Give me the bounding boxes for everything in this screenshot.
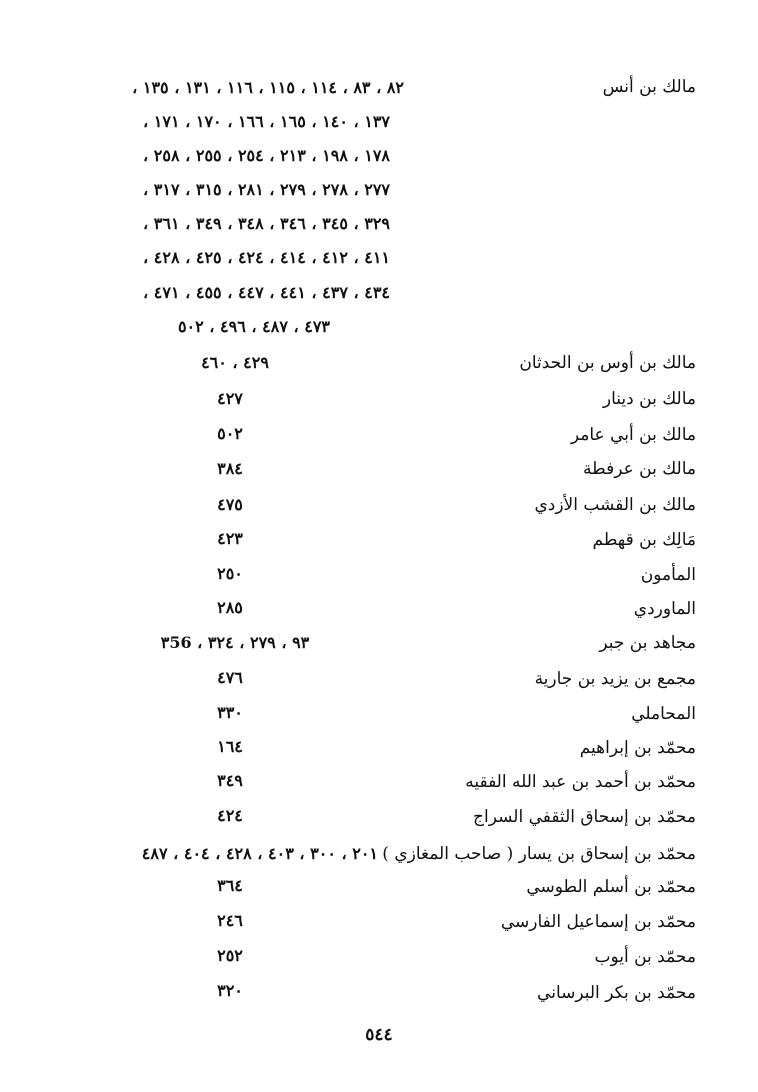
index-entry-pages: ٢٠١ ، ٣٠٠ ، ٤٠٣ ، ٤٢٨ ، ٤٠٤ ، ٤٨٧ — [141, 844, 378, 863]
page-number: ٥٤٤ — [365, 1025, 393, 1045]
index-entry-pages: ١٦٤ — [217, 737, 243, 756]
index-entry-pages-line: ٢٧٧ ، ٢٧٨ ، ٢٧٩ ، ٢٨١ ، ٣١٥ ، ٣١٧ ، — [143, 180, 390, 199]
index-entry-name: محمّد بن إسماعيل الفارسي — [500, 912, 696, 932]
index-entry-name: مالك بن أنس — [602, 77, 696, 97]
index-entry-name: مالك بن دينار — [602, 389, 696, 409]
index-entry-pages-line: ١٧٨ ، ١٩٨ ، ٢١٣ ، ٢٥٤ ، ٢٥٥ ، ٢٥٨ ، — [143, 146, 390, 165]
index-entry-pages: ٤٢٩ ، ٤٦٠ — [201, 353, 269, 372]
index-entry-pages: ٣٨٤ — [217, 459, 243, 478]
index-entry-name: محمّد بن أيوب — [594, 947, 696, 967]
index-entry-pages: ٢٥٠ — [217, 564, 243, 583]
index-entry-name: محمّد بن إسحاق الثقفي السراج — [473, 807, 696, 827]
index-entry-name: مالك بن أبي عامر — [570, 425, 696, 445]
index-entry-name: المحاملي — [631, 704, 696, 724]
index-entry-name: محمّد بن إبراهيم — [579, 738, 696, 758]
index-entry-pages: ٥٠٢ — [217, 424, 243, 443]
index-entry-name: مالك بن القشب الأزدي — [534, 495, 696, 515]
index-entry-name: مَالِك بن قهطم — [592, 530, 696, 550]
index-entry-pages: ٤٢٣ — [217, 529, 243, 548]
index-entry-pages-line: ٨٢ ، ٨٣ ، ١١٤ ، ١١٥ ، ١١٦ ، ١٣١ ، ١٣٥ ، — [132, 78, 404, 97]
index-entry-pages-line: ٤١١ ، ٤١٢ ، ٤١٤ ، ٤٢٤ ، ٤٢٥ ، ٤٢٨ ، — [143, 248, 390, 267]
index-entry-name: مالك بن عرفطة — [583, 459, 696, 479]
index-entry-name: مجاهد بن جبر — [599, 633, 696, 653]
index-entry-pages: ٢٥٢ — [217, 946, 243, 965]
index-entry-pages-line: ١٣٧ ، ١٤٠ ، ١٦٥ ، ١٦٦ ، ١٧٠ ، ١٧١ ، — [143, 112, 390, 131]
index-entry-pages: ٤٧٥ — [217, 495, 243, 514]
index-entry-pages: ٢٨٥ — [217, 598, 243, 617]
index-entry-name: مالك بن أوس بن الحدثان — [519, 353, 696, 373]
index-entry-pages: ٢٤٦ — [217, 911, 243, 930]
index-entry-pages: ٩٣ ، ٢٧٩ ، ٣٢٤ ، ٣56 — [160, 633, 310, 652]
index-entry-pages: ٣٤٩ — [217, 771, 243, 790]
index-entry-name: محمّد بن إسحاق بن يسار ( صاحب المغازي ) — [382, 844, 696, 864]
index-entry-name: المأمون — [640, 565, 696, 585]
index-entry-pages: ٤٢٧ — [217, 389, 243, 408]
index-entry-name: محمّد بن أسلم الطوسي — [526, 877, 696, 897]
index-entry-pages: ٣٣٠ — [217, 703, 243, 722]
index-entry-name: مجمع بن يزيد بن جارية — [534, 669, 696, 689]
index-entry-pages: ٣٢٠ — [217, 981, 243, 1000]
index-entry-pages-line: ٣٢٩ ، ٣٤٥ ، ٣٤٦ ، ٣٤٨ ، ٣٤٩ ، ٣٦١ ، — [143, 214, 390, 233]
index-entry-pages: ٤٧٦ — [217, 668, 243, 687]
index-entry-name: محمّد بن بكر البرساني — [537, 983, 696, 1003]
index-entry-name: الماوردي — [633, 599, 696, 619]
index-entry-name: محمّد بن أحمد بن عبد الله الفقيه — [465, 772, 696, 792]
index-entry-pages-line: ٤٣٤ ، ٤٣٧ ، ٤٤١ ، ٤٤٧ ، ٤٥٥ ، ٤٧١ ، — [143, 283, 390, 302]
index-entry-pages: ٤٢٤ — [217, 806, 243, 825]
index-entry-pages-line: ٤٧٣ ، ٤٨٧ ، ٤٩٦ ، ٥٠٢ — [177, 317, 330, 336]
index-entry-pages: ٣٦٤ — [217, 876, 243, 895]
